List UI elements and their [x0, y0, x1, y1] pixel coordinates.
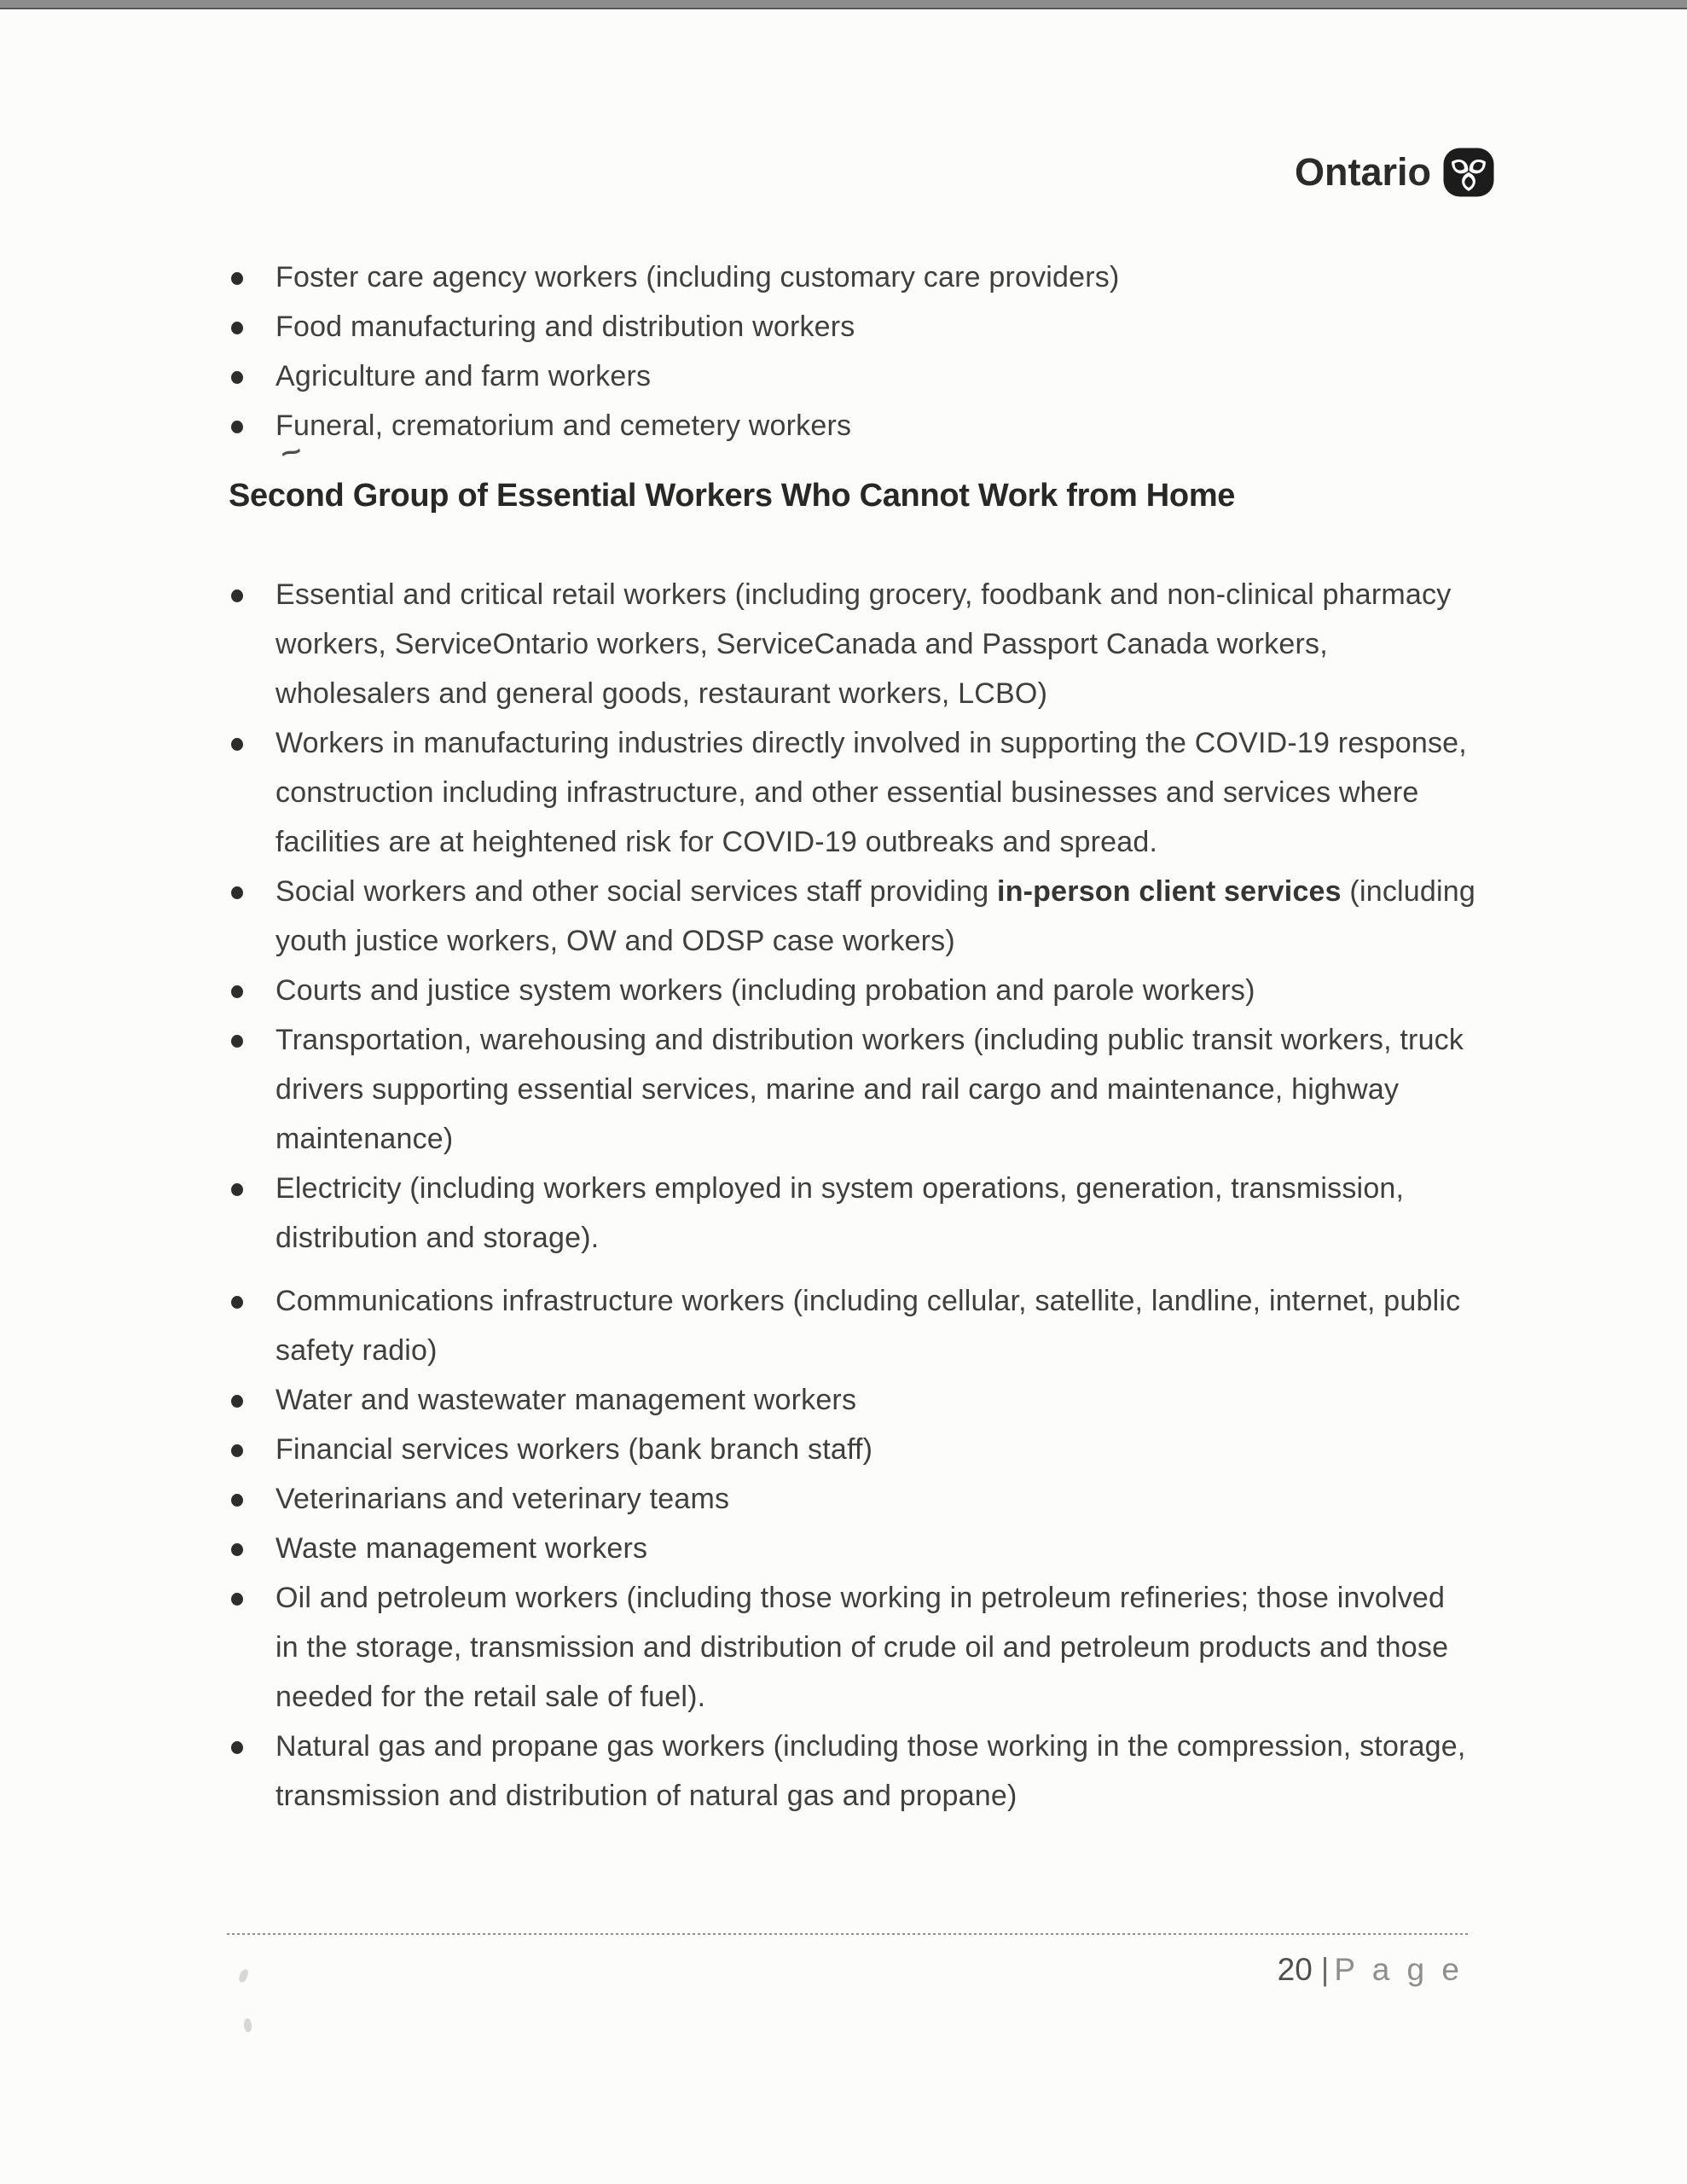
text-run: Transportation, warehousing and distribution workers (including public transit workers, truck drivers supporting essential services, marine and rail cargo and maintenance, highway maintenance) [275, 1024, 1464, 1155]
section-heading: Second Group of Essential Workers Who Cannot Work from Home [229, 478, 1236, 514]
text-run: Agriculture and farm workers [275, 360, 652, 392]
document-body [229, 253, 1475, 1821]
ontario-wordmark: Ontario [1295, 150, 1432, 194]
list-item [229, 401, 1475, 450]
second-group-list [229, 570, 1475, 1821]
scan-smudge [243, 2018, 253, 2032]
text-run: Natural gas and propane gas workers (including those working in the compression, storage, transmission and distribution of natural gas and propane) [275, 1730, 1466, 1812]
text-run: Food manufacturing and distribution workers [275, 311, 855, 343]
list-item [229, 1474, 1475, 1524]
footer-divider [227, 1933, 1469, 1935]
text-run: Foster care agency workers (including customary care providers) [275, 261, 1120, 293]
text-run: Social workers and other social services staff providing [275, 875, 998, 908]
list-item [229, 867, 1475, 966]
bold-text-run: in-person client services [997, 875, 1342, 908]
text-run: Electricity (including workers employed in system operations, generation, transmission, distribution and storage). [275, 1172, 1405, 1254]
text-run: Essential and critical retail workers (including grocery, foodbank and non-clinical pharmacy workers, ServiceOntario workers, ServiceCanada and Passport Canada workers, wholesalers and general goods, restaurant workers, LCBO) [275, 578, 1452, 710]
list-item [229, 570, 1475, 718]
text-run: Funeral, crematorium and cemetery workers [275, 410, 852, 442]
list-item [229, 1425, 1475, 1474]
page-label: P a g e [1334, 1952, 1464, 1987]
first-group-list [229, 253, 1475, 450]
text-run: Financial services workers (bank branch staff) [275, 1433, 873, 1466]
scan-edge-artifact [0, 0, 1687, 9]
text-run: Workers in manufacturing industries directly involved in supporting the COVID-19 response, construction including infrastructure, and other essential businesses and services where facilities are at heightened risk for COVID-19 outbreaks and spread. [275, 727, 1467, 858]
text-run: Courts and justice system workers (including probation and parole workers) [275, 974, 1255, 1007]
list-item [229, 966, 1475, 1015]
text-run: Communications infrastructure workers (including cellular, satellite, landline, internet, public safety radio) [275, 1285, 1461, 1367]
list-item [229, 302, 1475, 351]
list-item [229, 1276, 1475, 1375]
text-run: Water and wastewater management workers [275, 1384, 857, 1416]
pen-mark-artifact: ~ [277, 434, 305, 470]
footer-separator: | [1320, 1952, 1330, 1987]
list-item [229, 1524, 1475, 1573]
text-run: Oil and petroleum workers (including those working in petroleum refineries; those involved in the storage, transmission and distribution of crude oil and petroleum products and those needed for the retail sale of fuel). [275, 1582, 1449, 1713]
list-item [229, 1164, 1475, 1263]
trillium-icon [1443, 148, 1494, 197]
list-item [229, 1573, 1475, 1722]
page-number-footer [229, 1949, 1464, 1991]
ontario-logo [1295, 147, 1494, 198]
text-run: Veterinarians and veterinary teams [275, 1483, 730, 1515]
text-run: Waste management workers [275, 1532, 648, 1565]
list-item [229, 351, 1475, 401]
list-item [229, 253, 1475, 302]
page-number: 20 [1277, 1952, 1313, 1987]
list-item [229, 1015, 1475, 1164]
list-item [229, 718, 1475, 867]
list-item [229, 1375, 1475, 1425]
list-item [229, 1722, 1475, 1821]
text-run: (including youth justice workers, OW and ODSP case workers) [275, 875, 1475, 957]
